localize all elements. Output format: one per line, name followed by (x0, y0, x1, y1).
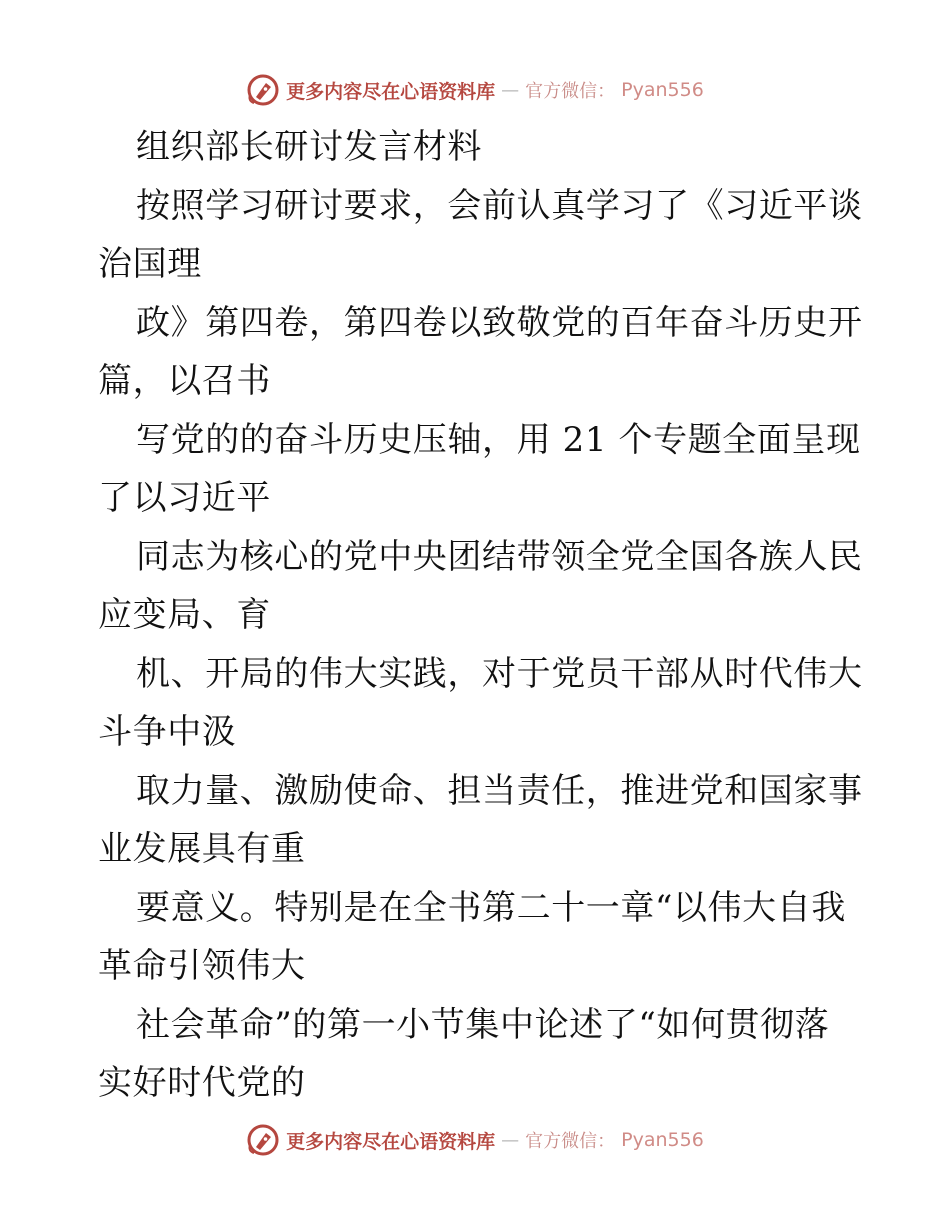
footer-banner (0, 1120, 950, 1160)
paragraph-line: 篇，以召书 (98, 361, 271, 401)
brand-text: 更多内容尽在心语资料库 (286, 80, 496, 103)
paragraph-line: 实好时代党的 (98, 1063, 306, 1103)
paragraph-line: 政》第四卷，第四卷以致敬党的百年奋斗历史开 (136, 302, 863, 343)
pen-nib-logo-icon (246, 73, 280, 107)
paragraph-line: 斗争中汲 (98, 712, 237, 752)
paragraph-line: 按照学习研讨要求，会前认真学习了《习近平谈 (136, 185, 863, 226)
brand-text: 更多内容尽在心语资料库 (286, 1130, 496, 1153)
banner-separator: — (501, 79, 520, 101)
paragraph-line: 取力量、激励使命、担当责任，推进党和国家事 (136, 770, 863, 811)
banner-separator: — (501, 1129, 520, 1151)
paragraph-line: 治国理 (98, 244, 202, 284)
paragraph-line: 写党的的奋斗历史压轴，用 21 个专题全面呈现 (136, 419, 861, 460)
wechat-id: Pyan556 (621, 79, 704, 101)
document-title: 组织部长研讨发言材料 (136, 127, 482, 167)
paragraph-line: 同志为核心的党中央团结带领全党全国各族人民 (136, 536, 863, 577)
paragraph-line: 业发展具有重 (98, 829, 306, 869)
pen-nib-logo-icon (246, 1123, 280, 1157)
paragraph-line: 革命引领伟大 (98, 946, 306, 986)
paragraph-line: 了以习近平 (98, 478, 271, 518)
document-body (98, 118, 863, 1113)
wechat-id: Pyan556 (621, 1129, 704, 1151)
wechat-label: 官方微信： (525, 1131, 616, 1152)
header-banner (0, 70, 950, 110)
paragraph-line: 社会革命”的第一小节集中论述了“如何贯彻落 (136, 1004, 830, 1045)
paragraph-line: 机、开局的伟大实践，对于党员干部从时代伟大 (136, 653, 863, 694)
paragraph-line: 要意义。特别是在全书第二十一章“以伟大自我 (136, 887, 846, 928)
paragraph-line: 应变局、育 (98, 595, 271, 635)
wechat-label: 官方微信： (525, 81, 616, 102)
